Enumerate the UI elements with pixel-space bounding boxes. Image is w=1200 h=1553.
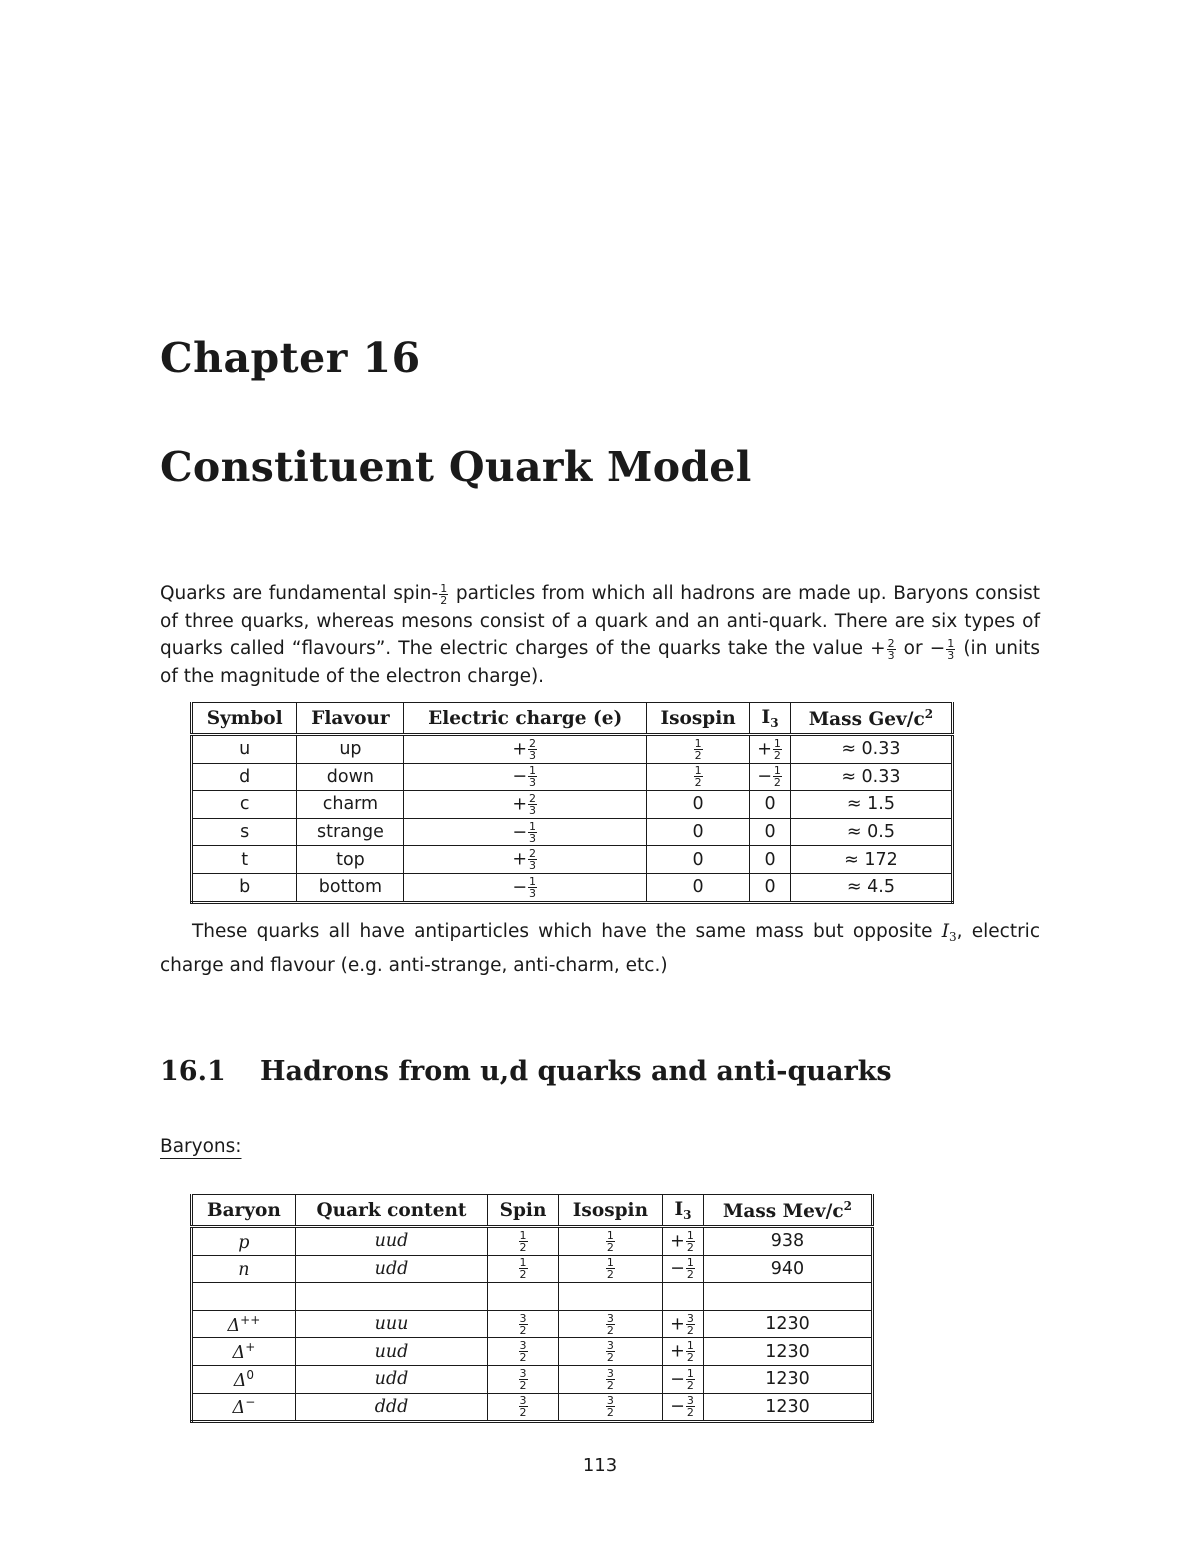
cell-baryon: p <box>192 1227 296 1256</box>
quark-row-t <box>192 846 953 874</box>
cell-isospin: 0 <box>646 846 749 874</box>
cell-mass: 938 <box>703 1227 872 1256</box>
fraction: $\frac{3}{2}$ <box>519 1311 527 1337</box>
cell-spin <box>488 1338 559 1366</box>
cell-mass: ≈ 0.33 <box>790 763 952 791</box>
cell-mass: ≈ 4.5 <box>790 873 952 902</box>
fraction: $\frac{1}{2}$ <box>686 1256 694 1282</box>
cell-charge: − $\frac{1}{3}$ <box>404 763 646 791</box>
cell-flavour: strange <box>297 818 404 846</box>
baryon-table <box>190 1194 874 1423</box>
cell-baryon: $\Delta^0$ <box>192 1365 296 1393</box>
baryon-row <box>192 1255 873 1283</box>
cell-i3: 0 <box>750 873 791 902</box>
cell-isospin <box>558 1365 662 1393</box>
fraction: $\frac{1}{2}$ <box>773 764 781 790</box>
fraction: $\frac{1}{3}$ <box>529 874 537 900</box>
paragraph-text: , electric charge and flavour (e.g. anti-strange, anti-charm, etc.) <box>160 921 1040 976</box>
baryons-label: Baryons: <box>160 1136 242 1157</box>
fraction: $\frac{1}{2}$ <box>773 736 781 762</box>
fraction: $\frac{3}{2}$ <box>519 1339 527 1365</box>
fraction: $\frac{2}{3}$ <box>529 791 537 817</box>
quark-table <box>190 702 954 904</box>
fraction: $\frac{1}{2}$ <box>694 764 702 790</box>
cell-flavour: charm <box>297 791 404 819</box>
baryon-table-header <box>192 1195 873 1227</box>
cell-spin <box>488 1310 559 1338</box>
cell-mass: ≈ 1.5 <box>790 791 952 819</box>
intro-text: Quarks are fundamental spin- <box>160 583 439 604</box>
fraction: $\frac{2}{3}$ <box>529 736 537 762</box>
cell-baryon: n <box>192 1255 296 1283</box>
chapter-label: Chapter 16 <box>160 334 421 382</box>
baryon-row <box>192 1227 873 1256</box>
fraction: $\frac{1}{2}$ <box>519 1228 527 1254</box>
fraction: $\frac{1}{2}$ <box>606 1256 614 1282</box>
cell-mass: ≈ 0.5 <box>790 818 952 846</box>
fraction: $\frac{3}{2}$ <box>606 1366 614 1392</box>
cell-isospin <box>558 1338 662 1366</box>
intro-paragraph <box>160 580 1040 691</box>
fraction: $\frac{3}{2}$ <box>686 1394 694 1420</box>
quark-row-b <box>192 873 953 902</box>
cell-charge: + $\frac{2}{3}$ <box>404 735 646 764</box>
cell-charge: − $\frac{1}{3}$ <box>404 818 646 846</box>
cell-symbol: t <box>192 846 297 874</box>
fraction: $\frac{1}{3}$ <box>529 764 537 790</box>
baryon-row <box>192 1393 873 1422</box>
cell-i3: − $\frac{3}{2}$ <box>663 1393 704 1422</box>
fraction: $\frac{1}{2}$ <box>606 1228 614 1254</box>
cell-i3: 0 <box>750 791 791 819</box>
cell-isospin: 0 <box>646 873 749 902</box>
cell-flavour: bottom <box>297 873 404 902</box>
cell-mass: 940 <box>703 1255 872 1283</box>
cell-quark-content: udd <box>295 1365 487 1393</box>
baryon-row <box>192 1310 873 1338</box>
section-title: Hadrons from u,d quarks and anti-quarks <box>260 1056 892 1087</box>
cell-isospin <box>558 1310 662 1338</box>
paragraph-text: These quarks all have antiparticles which have the same mass but opposite <box>192 921 942 942</box>
fraction: $\frac{1}{2}$ <box>694 736 702 762</box>
spin-fraction: $\frac{1}{2}$ <box>440 581 448 607</box>
cell-symbol: c <box>192 791 297 819</box>
header-mass: Mass Mev/$c^2$ <box>703 1195 872 1227</box>
header-baryon: Baryon <box>192 1195 296 1227</box>
header-i3: $I_3$ <box>663 1195 704 1227</box>
header-flavour: Flavour <box>297 703 404 735</box>
cell-i3: + $\frac{3}{2}$ <box>663 1310 704 1338</box>
charge-fraction: $\frac{1}{3}$ <box>947 636 955 662</box>
section-number: 16.1 <box>160 1056 226 1087</box>
cell-mass: 1230 <box>703 1310 872 1338</box>
empty-cell <box>663 1283 704 1311</box>
page-number: 113 <box>582 1455 618 1476</box>
fraction: $\frac{3}{2}$ <box>686 1311 694 1337</box>
cell-quark-content: udd <box>295 1255 487 1283</box>
header-charge: Electric charge (e) <box>404 703 646 735</box>
section-heading <box>160 1056 892 1087</box>
cell-spin <box>488 1227 559 1256</box>
cell-spin <box>488 1365 559 1393</box>
fraction: $\frac{1}{2}$ <box>519 1256 527 1282</box>
cell-flavour: down <box>297 763 404 791</box>
baryon-row-blank <box>192 1283 873 1311</box>
cell-symbol: b <box>192 873 297 902</box>
cell-symbol: u <box>192 735 297 764</box>
empty-cell <box>295 1283 487 1311</box>
i3-symbol: $I_3$ <box>941 921 957 944</box>
cell-isospin: 0 <box>646 791 749 819</box>
intro-text: (in units of the magnitude of the electron charge). <box>160 638 1041 688</box>
header-symbol: Symbol <box>192 703 297 735</box>
cell-i3: + $\frac{1}{2}$ <box>663 1227 704 1256</box>
cell-i3: − $\frac{1}{2}$ <box>750 763 791 791</box>
baryon-row <box>192 1365 873 1393</box>
header-isospin: Isospin <box>646 703 749 735</box>
fraction: $\frac{3}{2}$ <box>606 1311 614 1337</box>
cell-mass: 1230 <box>703 1338 872 1366</box>
intro-text: or − <box>896 638 946 660</box>
cell-quark-content: uud <box>295 1227 487 1256</box>
empty-cell <box>192 1283 296 1311</box>
cell-quark-content: uuu <box>295 1310 487 1338</box>
empty-cell <box>558 1283 662 1311</box>
cell-quark-content: uud <box>295 1338 487 1366</box>
cell-baryon: Δ− <box>192 1393 296 1422</box>
cell-i3: + $\frac{1}{2}$ <box>663 1338 704 1366</box>
cell-charge: − $\frac{1}{3}$ <box>404 873 646 902</box>
header-isospin: Isospin <box>558 1195 662 1227</box>
cell-mass: 1230 <box>703 1393 872 1422</box>
fraction: $\frac{2}{3}$ <box>529 847 537 873</box>
fraction: $\frac{1}{3}$ <box>529 819 537 845</box>
quark-row-u <box>192 735 953 764</box>
quark-row-d <box>192 763 953 791</box>
cell-isospin <box>558 1227 662 1256</box>
antiparticle-paragraph <box>160 918 1040 979</box>
cell-i3: − $\frac{1}{2}$ <box>663 1255 704 1283</box>
cell-flavour: top <box>297 846 404 874</box>
cell-baryon: Δ+ <box>192 1338 296 1366</box>
cell-mass: 1230 <box>703 1365 872 1393</box>
header-quark-content: Quark content <box>295 1195 487 1227</box>
header-mass: Mass Gev/$c^2$ <box>790 703 952 735</box>
cell-spin <box>488 1255 559 1283</box>
charge-fraction: $\frac{2}{3}$ <box>887 636 895 662</box>
cell-i3: + $\frac{1}{2}$ <box>750 735 791 764</box>
cell-isospin: 0 <box>646 818 749 846</box>
fraction: $\frac{1}{2}$ <box>686 1366 694 1392</box>
quark-row-s <box>192 818 953 846</box>
empty-cell <box>703 1283 872 1311</box>
cell-mass: ≈ 0.33 <box>790 735 952 764</box>
cell-charge: + $\frac{2}{3}$ <box>404 846 646 874</box>
chapter-title: Constituent Quark Model <box>160 443 752 491</box>
fraction: $\frac{1}{2}$ <box>686 1339 694 1365</box>
cell-isospin <box>646 763 749 791</box>
cell-charge: + $\frac{2}{3}$ <box>404 791 646 819</box>
cell-isospin <box>646 735 749 764</box>
baryon-row <box>192 1338 873 1366</box>
cell-mass: ≈ 172 <box>790 846 952 874</box>
intro-text: particles from which all hadrons are made up. Baryons consist of three quarks, whereas mesons consist of a quark and an anti-quark. There are six types of quarks called “flavours”. The electric charges of the quarks take the value + <box>160 583 1040 660</box>
cell-isospin <box>558 1393 662 1422</box>
cell-i3: 0 <box>750 818 791 846</box>
fraction: $\frac{1}{2}$ <box>686 1228 694 1254</box>
cell-symbol: s <box>192 818 297 846</box>
fraction: $\frac{3}{2}$ <box>606 1394 614 1420</box>
fraction: $\frac{3}{2}$ <box>606 1339 614 1365</box>
empty-cell <box>488 1283 559 1311</box>
quark-table-header <box>192 703 953 735</box>
fraction: $\frac{3}{2}$ <box>519 1394 527 1420</box>
cell-i3: 0 <box>750 846 791 874</box>
cell-quark-content: ddd <box>295 1393 487 1422</box>
cell-flavour: up <box>297 735 404 764</box>
header-spin: Spin <box>488 1195 559 1227</box>
header-i3: $I_3$ <box>750 703 791 735</box>
cell-spin <box>488 1393 559 1422</box>
cell-isospin <box>558 1255 662 1283</box>
quark-row-c <box>192 791 953 819</box>
fraction: $\frac{3}{2}$ <box>519 1366 527 1392</box>
cell-symbol: d <box>192 763 297 791</box>
cell-baryon: Δ++ <box>192 1310 296 1338</box>
cell-i3: − $\frac{1}{2}$ <box>663 1365 704 1393</box>
